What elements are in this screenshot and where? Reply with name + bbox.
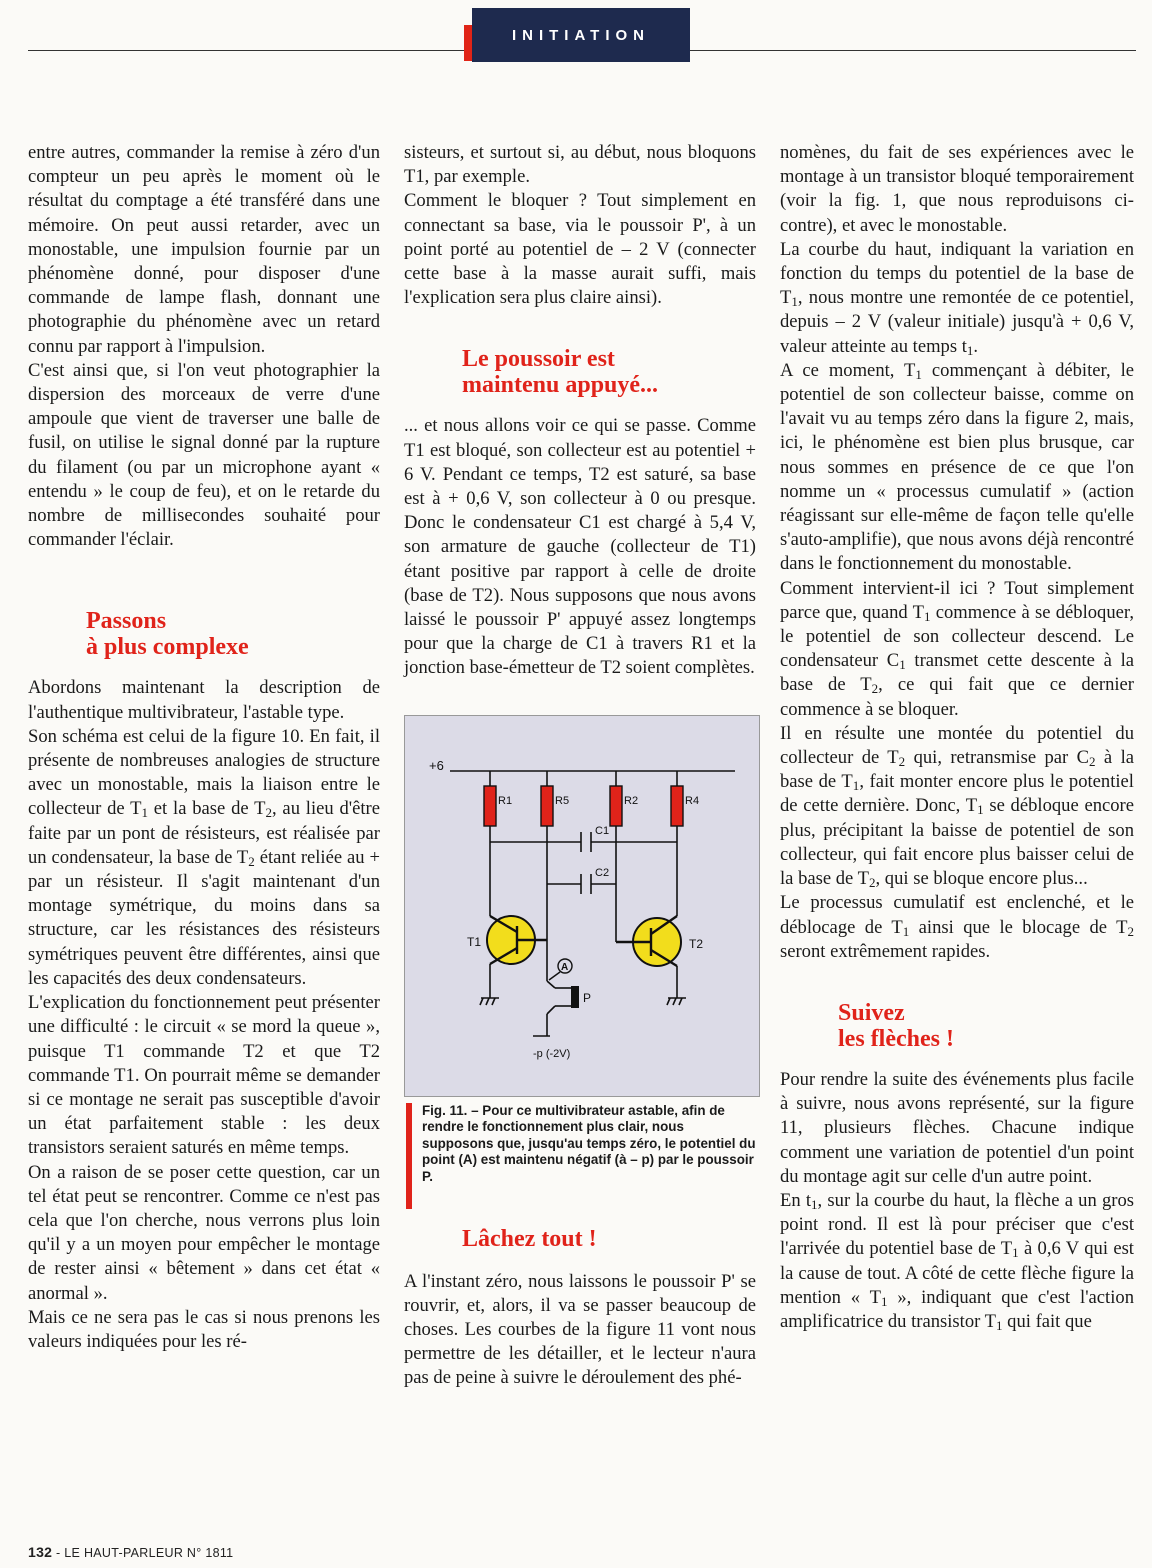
c1-label: C1 <box>595 824 610 837</box>
paragraph: sisteurs, et surtout si, au début, nous bloquons T1, par exemple. <box>404 142 756 188</box>
figure-11-schematic <box>404 715 760 1097</box>
r1-label: R1 <box>498 794 513 807</box>
paragraph: On a raison de se poser cette question, car un tel état peut se rencontrer. Comme ce n'est pas cela que l'on cherche, nous verrons plus loin qu'il y a un moyen pour empêcher le montage de rester ainsi « bêtement » dans cet état « anormal ». <box>28 1161 380 1304</box>
column-3 <box>780 141 1134 1334</box>
column-1 <box>28 141 380 1354</box>
paragraph: entre autres, commander la remise à zéro d'un compteur un peu après le moment où le résultat du comptage a été transféré dans une mémoire. On peut aussi retarder, avec un monostable, une impulsion fournie par un phénomène donné, pour disposer d'une commande de lampe flash, donnant une photographie du phénomène avec un retard connu par rapport à l'impulsion. <box>28 142 380 357</box>
magazine-name: - LE HAUT-PARLEUR N° 1811 <box>56 1546 234 1560</box>
paragraph: nomènes, du fait de ses expériences avec le montage à un transistor bloqué temporairement (voir la fig. 1, que nous reproduisons ci-contre), et avec le monostable. <box>780 142 1134 236</box>
t1-label: T1 <box>467 934 482 949</box>
subheading: Lâchez tout ! <box>462 1225 597 1252</box>
resistor-r4 <box>671 786 683 826</box>
paragraph: Pour rendre la suite des événements plus facile à suivre, nous avons représenté, sur la figure 11, plusieurs flèches. Chacune indique comment une variation de potentiel d'un point du montage agit sur celle d'un autre point. <box>780 1068 1134 1187</box>
r4-label: R4 <box>685 794 700 807</box>
header-accent-bar <box>464 25 472 61</box>
page-number: 132 <box>28 1544 53 1560</box>
caption-accent-bar <box>406 1103 412 1209</box>
paragraph: Il en résulte une montée du potentiel du collecteur de $T_2$ qui, retransmise par $C_2$ à la base de $T_1$, fait monter encore plus le potentiel de cette dernière. Donc, $T_1$ se débloque encore plus, précipitant la baisse de potentiel de son collecteur, qui fait encore plus baisser celui de la base de $T_2$, qui se bloque encore plus... <box>780 722 1134 891</box>
subheading: Le poussoir est maintenu appuyé... <box>462 346 659 399</box>
paragraph: Comment intervient-il ici ? Tout simplement parce que, quand $T_1$ commence à se débloquer, le potentiel de son collecteur descend. Le condensateur $C_1$ transmet cette descente à la base de $T_2$, ce qui fait que ce dernier commence à se bloquer. <box>780 577 1135 720</box>
paragraph: A l'instant zéro, nous laissons le poussoir P' se rouvrir, et, alors, il va se passer beaucoup de choses. Les courbes de la figure 11 vont nous permettre de les détailler, et le lecteur n'aura pas de peine à suivre le déroulement des phé- <box>404 1270 756 1389</box>
r2-label: R2 <box>624 794 639 807</box>
paragraph: Abordons maintenant la description de l'authentique multivibrateur, l'astable type. <box>28 677 380 723</box>
paragraph: Le processus cumulatif est enclenché, et le déblocage de $T_1$ ainsi que le blocage de $T_2$ seront extrêmement rapides. <box>780 892 1134 962</box>
paragraph: C'est ainsi que, si l'on veut photographier la dispersion des morceaux de verre d'une ampoule que vient de traverser une balle de fusil, on utilise le signal donné par la rupture du filament (ou par un microphone ayant « entendu » le coup de feu), et on le retarde du nombre de millisecondes souhaité pour commander l'éclair. <box>28 359 380 551</box>
figure-caption: Fig. 11. – Pour ce multivibrateur astable, afin de rendre le fonctionnement plus clair, nous supposons que, jusqu'au temps zéro, le potentiel du point (A) est maintenu négatif (à – p) par le poussoir P. <box>404 1103 756 1186</box>
c2-label: C2 <box>595 866 610 879</box>
resistor-bodies <box>484 786 683 826</box>
paragraph: Mais ce ne sera pas le cas si nous prenons les valeurs indiquées pour les ré- <box>28 1306 380 1352</box>
resistor-r2 <box>610 786 622 826</box>
resistor-r1 <box>484 786 496 826</box>
r5-label: R5 <box>555 794 570 807</box>
neg-supply-label: -p (-2V) <box>533 1047 571 1060</box>
page-footer <box>28 1544 233 1560</box>
paragraph: ... et nous allons voir ce qui se passe. Comme T1 est bloqué, son collecteur est au potentiel + 6 V. Pendant ce temps, T2 est saturé, sa base est à + 0,6 V, son collecteur à 0 ou presque. Donc le condensateur C1 est chargé à 5,4 V, son armature de gauche (collecteur de T1) étant positive par rapport à celle de droite (base de T2). Nous supposons que nous avons laissé le poussoir P' appuyé assez longtemps pour que la charge de C1 à travers R1 et la jonction base-émetteur de T2 soient complètes. <box>404 415 756 679</box>
paragraph: Son schéma est celui de la figure 10. En fait, il présente de nombreuses analogies de structure avec un monostable, mais la liaison entre le collecteur de $T_1$ et la base de $T_2$, au lieu d'être faite par un pont de résisteurs, est réalisée par un condensateur, la base de $T_2$ étant reliée au + par un résisteur. Il s'agit maintenant d'un montage symétrique, du moins dans sa structure, car les résistances des résisteurs symétriques peuvent être différentes, ainsi que les capacités des deux condensateurs. <box>28 725 381 989</box>
t2-label: T2 <box>689 936 704 951</box>
pushbutton-p <box>571 986 579 1008</box>
subheading: Suivez les flèches ! <box>838 999 954 1052</box>
column-2 <box>404 141 756 1391</box>
supply-label: +6 <box>429 757 444 773</box>
paragraph: A ce moment, $T_1$ commençant à débiter, le potentiel de son collecteur baisse, comme on l'avait vu au temps zéro dans la figure 2, mais, ici, le phénomène est bien plus brusque, car nous sommes en présence de ce que l'on nomme un « processus cumulatif » (action réagissant sur elle-même de façon telle qu'elle s'auto-amplifie), que nous avons déjà rencontré dans le fonctionnement du monostable. <box>780 359 1134 575</box>
p-label: P <box>583 990 592 1005</box>
paragraph: La courbe du haut, indiquant la variation en fonction du temps du potentiel de la base de $T_1$, nous montre une remontée de ce potentiel, depuis – 2 V (valeur initiale) jusqu'à + 0,6 V, valeur atteinte au temps $t_1$. <box>780 238 1134 358</box>
paragraph: L'explication du fonctionnement peut présenter une difficulté : le circuit « se mord la queue », puisque T1 commande T2 et que T2 commande T1. On pourrait même se demander si ce montage ne serait pas susceptible d'avoir un état parfaitement stable : les deux transistors seraient saturés en même temps. <box>28 992 380 1159</box>
section-tag: INITIATION <box>472 8 690 62</box>
paragraph: En $t_1$, sur la courbe du haut, la flèche a un gros point rond. Il est là pour préciser que c'est l'arrivée du potentiel base de $T_1$ à 0,6 V qui est la cause de tout. A côté de cette flèche figure la mention « $T_1$ », indiquant que c'est l'action amplificatrice du transistor $T_1$ qui fait que <box>780 1189 1134 1333</box>
paragraph: Comment le bloquer ? Tout simplement en connectant sa base, via le poussoir P', à un point porté au potentiel de – 2 V (connecter cette base à la masse aurait suffi, mais l'explication sera plus claire ainsi). <box>404 190 756 309</box>
resistor-r5 <box>541 786 553 826</box>
point-a-label: A <box>561 961 569 973</box>
subheading: Passons à plus complexe <box>86 608 249 661</box>
